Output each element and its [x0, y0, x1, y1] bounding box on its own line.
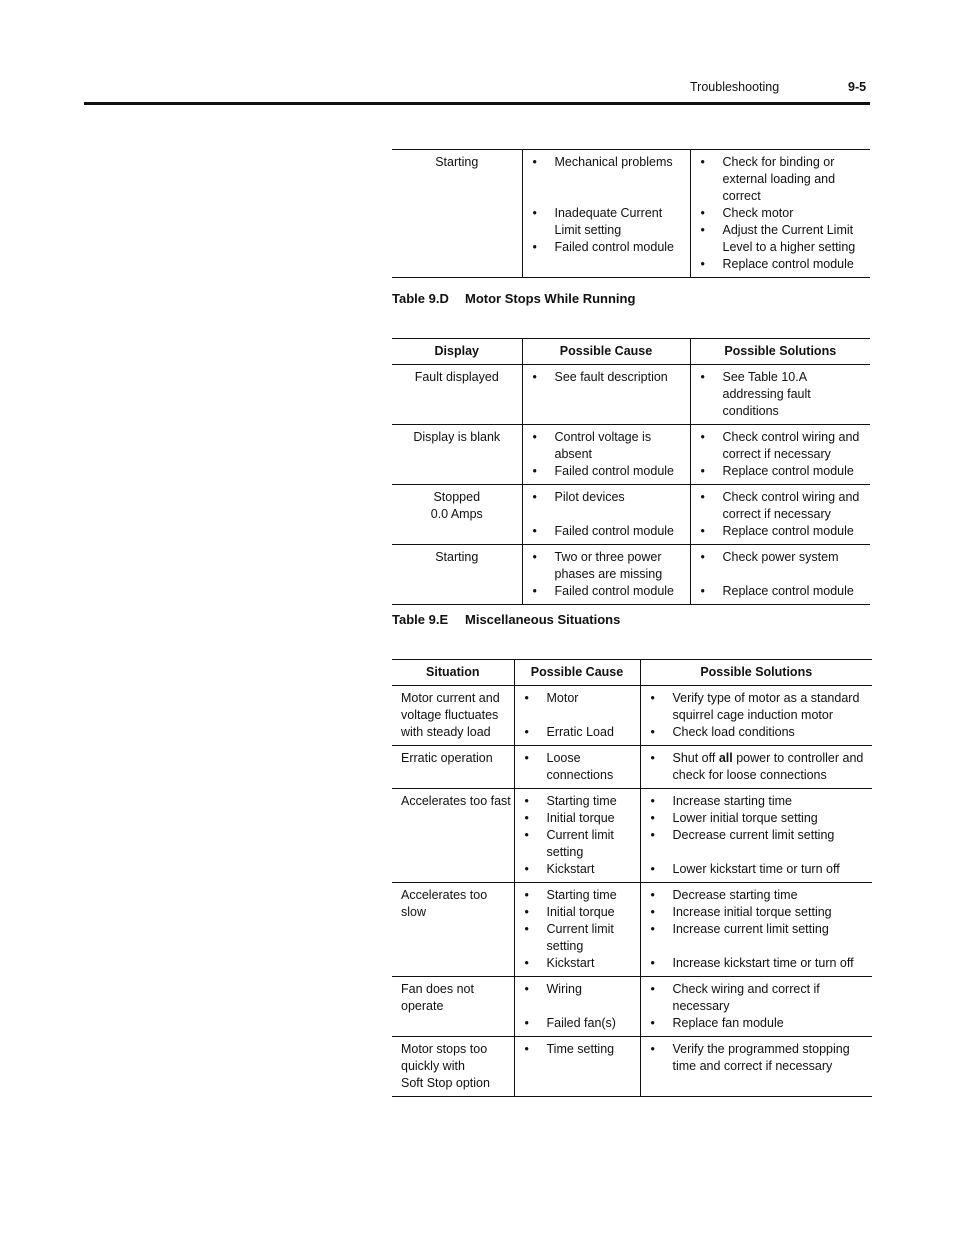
- solution-cell: [690, 545, 870, 605]
- list-item: • Failed control module: [532, 524, 675, 538]
- list-item: • Adjust the Current Limit Level to a higher setting: [700, 223, 856, 254]
- table-row: [392, 1037, 872, 1097]
- table-row: [392, 686, 872, 746]
- table-row: [392, 545, 870, 605]
- list-item: • Control voltage is absent: [532, 430, 652, 461]
- solution-cell: [640, 789, 872, 883]
- list-item: • Increase current limit setting: [650, 922, 829, 936]
- cause-cell: [514, 883, 640, 977]
- table-row: [392, 883, 872, 977]
- cause-cell: [522, 425, 690, 485]
- display-cell: Starting: [392, 545, 522, 605]
- list-item: • Increase initial torque setting: [650, 905, 832, 919]
- display-cell: Fault displayed: [392, 365, 522, 425]
- solution-cell: [690, 150, 870, 278]
- list-item: • Check control wiring and correct if necessary: [700, 430, 860, 461]
- list-item: • Verify the programmed stopping time and correct if necessary: [650, 1042, 850, 1073]
- list-item: • Motor: [524, 691, 579, 705]
- list-item: • Increase starting time: [650, 794, 792, 808]
- situation-cell: Accelerates too slow: [392, 883, 514, 977]
- table-header-row: [392, 339, 870, 365]
- list-item: • Increase kickstart time or turn off: [650, 956, 854, 970]
- column-header: Situation: [392, 660, 514, 686]
- cause-cell: [514, 789, 640, 883]
- list-item: • Replace control module: [700, 584, 854, 598]
- list-item: • Check wiring and correct if necessary: [650, 982, 820, 1013]
- solution-cell: [640, 977, 872, 1037]
- column-header: Possible Solutions: [690, 339, 870, 365]
- list-item: • Lower initial torque setting: [650, 811, 818, 825]
- list-item: • Decrease current limit setting: [650, 828, 835, 842]
- table-9d: [392, 338, 870, 605]
- page-number: 9-5: [848, 80, 867, 94]
- cause-cell: [522, 485, 690, 545]
- solution-cell: [640, 1037, 872, 1097]
- solution-cell: [690, 365, 870, 425]
- list-item: • Current limit setting: [524, 828, 614, 859]
- column-header: Display: [392, 339, 522, 365]
- list-item: • Kickstart: [524, 862, 595, 876]
- list-item: • Check for binding or external loading and correct: [700, 155, 836, 203]
- list-item: • Initial torque: [524, 811, 615, 825]
- list-item: • Failed fan(s): [524, 1016, 616, 1030]
- solution-cell: [640, 746, 872, 789]
- table-9c-continued: [392, 149, 870, 278]
- list-item: • Failed control module: [532, 584, 675, 598]
- situation-cell: Erratic operation: [392, 746, 514, 789]
- display-cell: Stopped 0.0 Amps: [392, 485, 522, 545]
- list-item: • Mechanical problems: [532, 155, 673, 169]
- list-item: • Verify type of motor as a standard squirrel cage induction motor: [650, 691, 860, 722]
- list-item: • Check power system: [700, 550, 839, 564]
- list-item: • Check control wiring and correct if necessary: [700, 490, 860, 521]
- table-9d-caption: [392, 291, 635, 306]
- list-item: • Replace control module: [700, 524, 854, 538]
- list-item: • Shut off all power to controller and check for loose connections: [650, 751, 864, 782]
- column-header: Possible Solutions: [640, 660, 872, 686]
- solution-cell: [690, 485, 870, 545]
- list-item: • Two or three power phases are missing: [532, 550, 663, 581]
- cause-cell: [522, 150, 690, 278]
- list-item: • Loose connections: [524, 751, 614, 782]
- list-item: • Replace control module: [700, 464, 854, 478]
- list-item: • Starting time: [524, 888, 617, 902]
- solution-cell: [690, 425, 870, 485]
- list-item: • Decrease starting time: [650, 888, 798, 902]
- list-item: • Replace fan module: [650, 1016, 784, 1030]
- list-item: • Failed control module: [532, 464, 675, 478]
- table-row: [392, 789, 872, 883]
- list-item: • Kickstart: [524, 956, 595, 970]
- cause-cell: [514, 977, 640, 1037]
- table-row: [392, 425, 870, 485]
- table-row: [392, 150, 870, 278]
- list-item: • Replace control module: [700, 257, 854, 271]
- table-header-row: [392, 660, 872, 686]
- list-item: • Starting time: [524, 794, 617, 808]
- list-item: • Current limit setting: [524, 922, 614, 953]
- list-item: • See fault description: [532, 370, 668, 384]
- column-header: Possible Cause: [514, 660, 640, 686]
- situation-cell: Accelerates too fast: [392, 789, 514, 883]
- header-rule: [84, 102, 870, 105]
- table-label: Table 9.E: [392, 612, 449, 627]
- table-row: [392, 365, 870, 425]
- cause-cell: [514, 686, 640, 746]
- table-9e: [392, 659, 872, 1097]
- list-item: • Check load conditions: [650, 725, 795, 739]
- list-item: • Inadequate Current Limit setting: [532, 206, 663, 237]
- table-title: Miscellaneous Situations: [465, 612, 621, 627]
- cause-cell: [522, 365, 690, 425]
- running-header-section: Troubleshooting: [690, 80, 780, 94]
- display-cell: Display is blank: [392, 425, 522, 485]
- list-item: • Lower kickstart time or turn off: [650, 862, 840, 876]
- list-item: • Pilot devices: [532, 490, 625, 504]
- list-item: • Failed control module: [532, 240, 675, 254]
- table-9e-caption: [392, 612, 620, 627]
- display-cell: Starting: [392, 150, 522, 278]
- table-title: Motor Stops While Running: [465, 291, 636, 306]
- table-row: [392, 977, 872, 1037]
- list-item: • Check motor: [700, 206, 794, 220]
- cause-cell: [522, 545, 690, 605]
- list-item: • Wiring: [524, 982, 582, 996]
- column-header: Possible Cause: [522, 339, 690, 365]
- solution-cell: [640, 883, 872, 977]
- list-item: • Initial torque: [524, 905, 615, 919]
- list-item: • Time setting: [524, 1042, 615, 1056]
- cause-cell: [514, 1037, 640, 1097]
- table-row: [392, 485, 870, 545]
- cause-cell: [514, 746, 640, 789]
- table-row: [392, 746, 872, 789]
- solution-cell: [640, 686, 872, 746]
- situation-cell: Fan does not operate: [392, 977, 514, 1037]
- table-label: Table 9.D: [392, 291, 449, 306]
- situation-cell: Motor current and voltage fluctuates with steady load: [392, 686, 514, 746]
- situation-cell: Motor stops too quickly with Soft Stop option: [392, 1037, 514, 1097]
- list-item: • See Table 10.A addressing fault conditions: [700, 370, 811, 418]
- list-item: • Erratic Load: [524, 725, 614, 739]
- emphasis-text: all: [718, 751, 733, 765]
